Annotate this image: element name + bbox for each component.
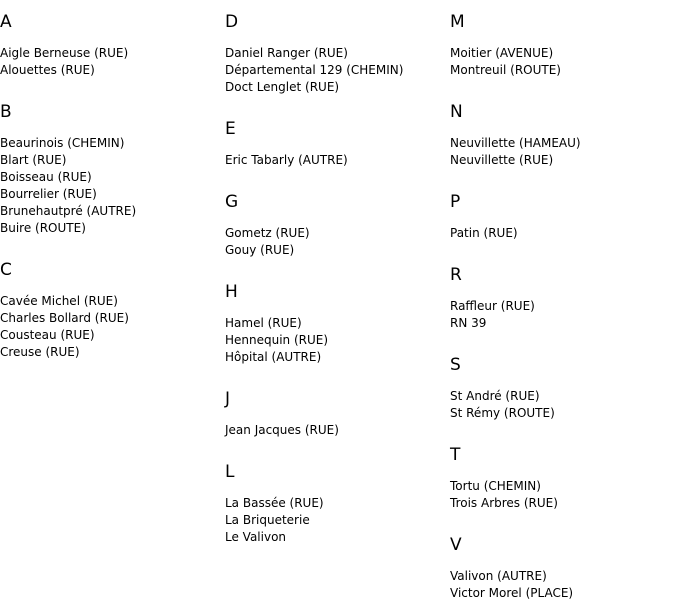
- street-link[interactable]: Brunehautpré (AUTRE): [0, 204, 137, 218]
- letter-heading: N: [450, 102, 463, 122]
- letter-heading: A: [0, 12, 12, 32]
- street-list: [225, 315, 450, 366]
- street-link[interactable]: Victor Morel (PLACE): [450, 586, 574, 600]
- street-link[interactable]: Bourrelier (RUE): [0, 187, 97, 201]
- street-link[interactable]: Hamel (RUE): [225, 316, 302, 330]
- letter-heading: D: [225, 12, 239, 32]
- street-link[interactable]: La Briqueterie: [225, 513, 310, 527]
- letter-group-g: [225, 192, 450, 259]
- street-link[interactable]: Hôpital (AUTRE): [225, 350, 322, 364]
- letter-group-r: [450, 265, 675, 332]
- street-list: [450, 388, 675, 422]
- street-list: [0, 293, 225, 361]
- letter-heading: M: [450, 12, 465, 32]
- street-list: [450, 478, 675, 512]
- street-link[interactable]: Départemental 129 (CHEMIN): [225, 63, 404, 77]
- letter-heading: E: [225, 119, 236, 139]
- street-link[interactable]: Buire (ROUTE): [0, 221, 86, 235]
- letter-heading: B: [0, 102, 12, 122]
- street-link[interactable]: Aigle Berneuse (RUE): [0, 46, 129, 60]
- street-list: [225, 45, 450, 96]
- street-link[interactable]: Blart (RUE): [0, 153, 67, 167]
- street-list: [225, 422, 450, 439]
- street-list: [450, 225, 675, 242]
- street-link[interactable]: RN 39: [450, 316, 487, 330]
- street-list: [225, 495, 450, 546]
- letter-heading: P: [450, 192, 461, 212]
- street-link[interactable]: La Bassée (RUE): [225, 496, 324, 510]
- street-link[interactable]: Beaurinois (CHEMIN): [0, 136, 125, 150]
- letter-group-p: [450, 192, 675, 242]
- street-list: [0, 45, 225, 79]
- street-link[interactable]: Neuvillette (RUE): [450, 153, 554, 167]
- street-link[interactable]: Jean Jacques (RUE): [225, 423, 339, 437]
- street-link[interactable]: Neuvillette (HAMEAU): [450, 136, 581, 150]
- letter-group-h: [225, 282, 450, 366]
- street-link[interactable]: Eric Tabarly (AUTRE): [225, 153, 348, 167]
- street-list: [225, 152, 450, 169]
- street-link[interactable]: Montreuil (ROUTE): [450, 63, 561, 77]
- letter-group-d: [225, 12, 450, 96]
- letter-group-e: [225, 119, 450, 169]
- street-list: [450, 45, 675, 79]
- directory-column-2: [225, 0, 450, 546]
- street-link[interactable]: Moitier (AVENUE): [450, 46, 554, 60]
- street-link[interactable]: St Rémy (ROUTE): [450, 406, 555, 420]
- letter-heading: L: [225, 462, 235, 482]
- street-link[interactable]: Le Valivon: [225, 530, 287, 544]
- letter-heading: R: [450, 265, 462, 285]
- directory-column-3: [450, 0, 675, 602]
- letter-heading: S: [450, 355, 461, 375]
- street-link[interactable]: Alouettes (RUE): [0, 63, 95, 77]
- letter-group-t: [450, 445, 675, 512]
- street-link[interactable]: Trois Arbres (RUE): [450, 496, 558, 510]
- letter-group-j: [225, 389, 450, 439]
- street-link[interactable]: Charles Bollard (RUE): [0, 311, 129, 325]
- letter-heading: V: [450, 535, 462, 555]
- street-link[interactable]: Gometz (RUE): [225, 226, 310, 240]
- street-link[interactable]: Creuse (RUE): [0, 345, 80, 359]
- street-list: [450, 298, 675, 332]
- street-link[interactable]: Daniel Ranger (RUE): [225, 46, 348, 60]
- street-link[interactable]: Hennequin (RUE): [225, 333, 329, 347]
- letter-group-s: [450, 355, 675, 422]
- letter-group-b: [0, 102, 225, 237]
- street-link[interactable]: Raffleur (RUE): [450, 299, 535, 313]
- street-link[interactable]: Cavée Michel (RUE): [0, 294, 118, 308]
- letter-heading: J: [225, 389, 231, 409]
- street-list: [450, 135, 675, 169]
- street-list: [225, 225, 450, 259]
- letter-group-n: [450, 102, 675, 169]
- directory-column-1: [0, 0, 225, 361]
- letter-group-v: [450, 535, 675, 602]
- letter-heading: T: [450, 445, 461, 465]
- letter-group-a: [0, 12, 225, 79]
- street-link[interactable]: Doct Lenglet (RUE): [225, 80, 340, 94]
- letter-group-l: [225, 462, 450, 546]
- street-link[interactable]: Valivon (AUTRE): [450, 569, 547, 583]
- street-link[interactable]: Cousteau (RUE): [0, 328, 95, 342]
- street-list: [450, 568, 675, 602]
- street-list: [0, 135, 225, 237]
- letter-heading: H: [225, 282, 238, 302]
- street-link[interactable]: St André (RUE): [450, 389, 540, 403]
- street-link[interactable]: Patin (RUE): [450, 226, 518, 240]
- letter-group-c: [0, 260, 225, 361]
- letter-group-m: [450, 12, 675, 79]
- letter-heading: G: [225, 192, 239, 212]
- street-link[interactable]: Tortu (CHEMIN): [450, 479, 541, 493]
- letter-heading: C: [0, 260, 12, 280]
- street-link[interactable]: Gouy (RUE): [225, 243, 295, 257]
- street-link[interactable]: Boisseau (RUE): [0, 170, 92, 184]
